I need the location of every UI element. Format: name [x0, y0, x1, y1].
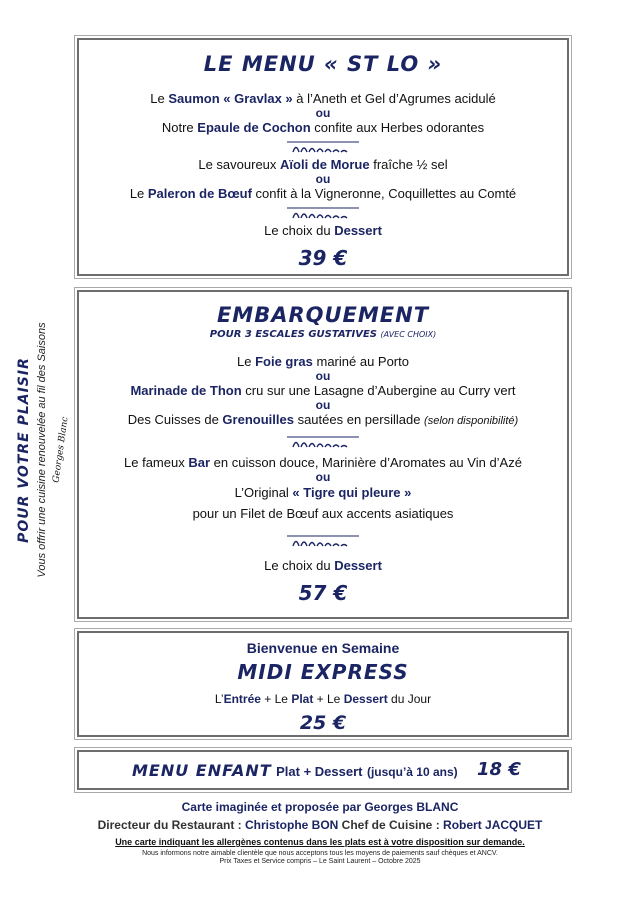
st-lo-dessert: Le choix du Dessert: [264, 223, 382, 238]
embarquement-subtitle: POUR 3 ESCALES GUSTATIVES (AVEC CHOIX): [209, 329, 437, 340]
menu-enfant-age: (jusqu’à 10 ans): [366, 765, 458, 779]
st-lo-price: 39 €: [298, 246, 348, 270]
footer-payments: Nous informons notre aimable clientèle que nous acceptons tous les moyens de paiements sauf chèques et ANCV.: [142, 850, 498, 857]
embarquement-price: 57 €: [298, 581, 348, 605]
st-lo-plat-1: Le savoureux Aïoli de Morue fraîche ½ sel: [198, 157, 448, 172]
or-separator: ou: [315, 106, 331, 120]
wave-divider-icon: [287, 206, 359, 220]
midi-express-box: [77, 631, 569, 737]
embarquement-entree-1: Le Foie gras mariné au Porto: [237, 354, 409, 369]
side-subtitle: Vous offrir une cuisine renouvelée au fil des Saisons: [36, 322, 48, 578]
embarquement-title: EMBARQUEMENT: [216, 303, 430, 327]
st-lo-plat-2: Le Paleron de Bœuf confit à la Vigneronne, Coquillettes au Comté: [129, 186, 517, 201]
side-heading: POUR VOTRE PLAISIR: [16, 357, 32, 543]
embarquement-entree-3: Des Cuisses de Grenouilles sautées en persillade (selon disponibilité): [127, 412, 519, 427]
footer-credit: Carte imaginée et proposée par Georges BLANC: [181, 800, 459, 814]
footer-legal: Prix Taxes et Service compris – Le Saint Laurent – Octobre 2025: [219, 858, 421, 865]
or-separator: ou: [315, 369, 331, 383]
or-separator: ou: [315, 172, 331, 186]
embarquement-plat-2-detail: pour un Filet de Bœuf aux accents asiatiques: [192, 506, 454, 521]
menu-enfant-title: MENU ENFANT: [132, 761, 272, 780]
st-lo-entree-1: Le Saumon « Gravlax » à l’Aneth et Gel d’Agrumes acidulé: [150, 91, 496, 106]
wave-divider-icon: [287, 534, 359, 548]
embarquement-box: [77, 290, 569, 619]
menu-st-lo-box: [77, 38, 569, 276]
embarquement-dessert: Le choix du Dessert: [264, 558, 382, 573]
embarquement-entree-2: Marinade de Thon cru sur une Lasagne d’Aubergine au Curry vert: [130, 383, 516, 398]
wave-divider-icon: [287, 435, 359, 449]
midi-express-price: 25 €: [299, 712, 347, 734]
footer-staff: Directeur du Restaurant : Christophe BON Chef de Cuisine : Robert JACQUET: [97, 818, 543, 832]
or-separator: ou: [315, 470, 331, 484]
menu-enfant-box: [77, 750, 569, 790]
embarquement-plat-1: Le fameux Bar en cuisson douce, Marinière d’Aromates au Vin d’Azé: [124, 455, 522, 470]
midi-express-welcome: Bienvenue en Semaine: [246, 640, 400, 656]
menu-st-lo-title: LE MENU « ST LO »: [203, 52, 443, 76]
embarquement-plat-2: L’Original « Tigre qui pleure »: [234, 485, 412, 500]
menu-enfant-content: Plat + Dessert: [276, 764, 363, 779]
midi-express-content: L’Entrée + Le Plat + Le Dessert du Jour: [214, 692, 432, 706]
footer-allergens: Une carte indiquant les allergènes contenus dans les plats est à votre disposition sur demande.: [115, 837, 525, 847]
side-signature: Georges Blanc: [51, 416, 71, 484]
wave-divider-icon: [287, 140, 359, 154]
st-lo-entree-2: Notre Epaule de Cochon confite aux Herbes odorantes: [161, 120, 485, 135]
or-separator: ou: [315, 398, 331, 412]
menu-enfant-price: 18 €: [477, 759, 521, 780]
menu-enfant-row: [132, 761, 458, 781]
midi-express-title: MIDI EXPRESS: [237, 660, 409, 684]
